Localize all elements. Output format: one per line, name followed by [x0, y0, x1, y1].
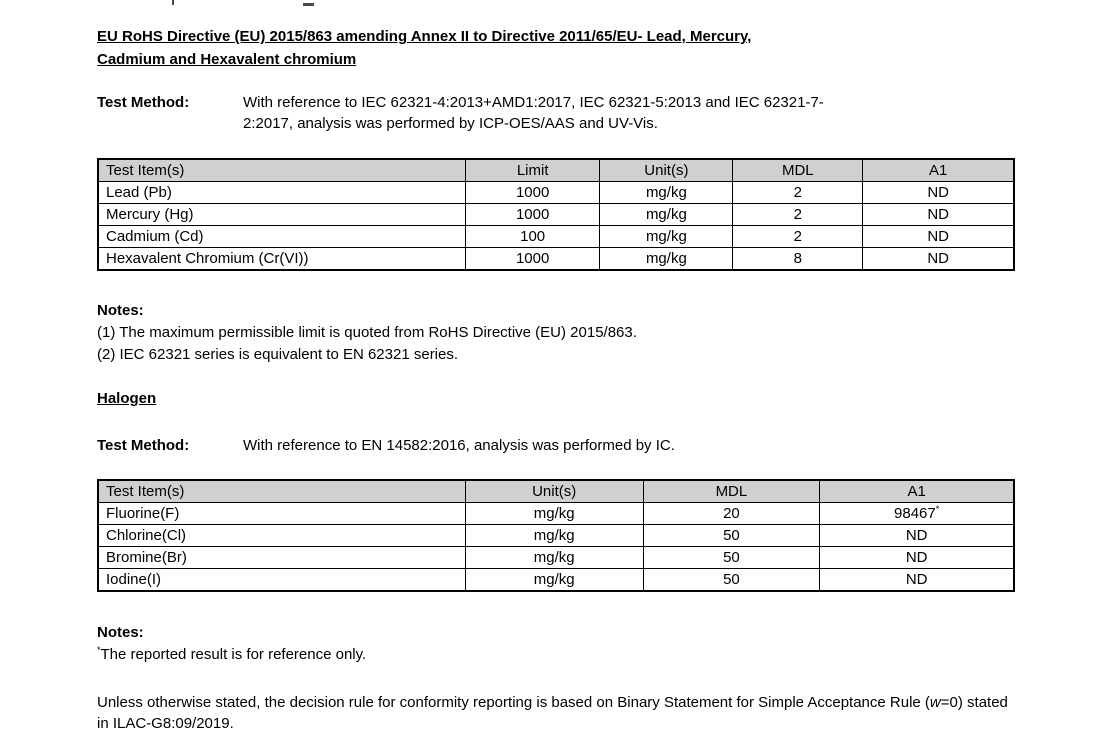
cropped-text-fragment [172, 0, 174, 5]
text-line: With reference to EN 14582:2016, analysis was performed by IC. [243, 437, 675, 454]
text-line: EU RoHS Directive (EU) 2015/863 amending Annex II to Directive 2011/65/EU- Lead, Mercury, [97, 28, 752, 45]
table-cell: mg/kg [465, 503, 643, 525]
table-cell: ND [820, 525, 1014, 547]
table-row [98, 569, 1014, 592]
document-content [97, 25, 1015, 734]
table-row [98, 503, 1014, 525]
column-header: MDL [643, 480, 820, 503]
test-method-label: Test Method: [97, 437, 190, 454]
column-header: A1 [863, 159, 1014, 182]
halogen-section-heading: Halogen [97, 390, 157, 407]
table-header-row [98, 159, 1014, 182]
column-header: MDL [733, 159, 863, 182]
table-cell: mg/kg [465, 569, 643, 592]
table-row [98, 248, 1014, 271]
table-row [98, 182, 1014, 204]
notes-lines [97, 644, 1015, 666]
table-cell: 100 [465, 226, 600, 248]
column-header: Test Item(s) [98, 159, 465, 182]
table-cell: ND [820, 569, 1014, 592]
table-cell: 2 [733, 182, 863, 204]
notes-label: Notes: [97, 302, 144, 319]
table-cell: ND [863, 182, 1014, 204]
table-cell: Hexavalent Chromium (Cr(VI)) [98, 248, 465, 271]
table-row [98, 226, 1014, 248]
column-header: Unit(s) [600, 159, 733, 182]
text-line: (2) IEC 62321 series is equivalent to EN 62321 series. [97, 346, 459, 363]
table-cell: mg/kg [600, 182, 733, 204]
rohs-test-method [97, 92, 1015, 134]
table-cell: Bromine(Br) [98, 547, 465, 569]
test-method-text [243, 435, 1015, 456]
table-cell: mg/kg [600, 204, 733, 226]
text-line: (1) The maximum permissible limit is quoted from RoHS Directive (EU) 2015/863. [97, 324, 637, 341]
table-cell: 8 [733, 248, 863, 271]
decision-rule-w-symbol: w [929, 694, 941, 711]
table-cell: ND [863, 204, 1014, 226]
table-header-row [98, 480, 1014, 503]
text-line: 2:2017, analysis was performed by ICP-OES/AAS and UV-Vis. [243, 115, 658, 132]
table-cell: 50 [643, 547, 820, 569]
table-cell: Cadmium (Cd) [98, 226, 465, 248]
table-cell: Mercury (Hg) [98, 204, 465, 226]
column-header: A1 [820, 480, 1014, 503]
text-line: Cadmium and Hexavalent chromium [97, 51, 357, 68]
footnote-asterisk: * [97, 645, 101, 655]
table-cell: 1000 [465, 182, 600, 204]
column-header: Limit [465, 159, 600, 182]
decision-rule-text: Unless otherwise stated, the decision rule for conformity reporting is based on Binary Statement for Simple Acceptance Rule ( [97, 694, 930, 711]
rohs-section-heading [97, 25, 1015, 71]
table-cell: ND [863, 226, 1014, 248]
footnote-asterisk: * [935, 503, 940, 514]
halogen-results-table [97, 479, 1015, 592]
table-cell: mg/kg [600, 226, 733, 248]
table-cell: 1000 [465, 248, 600, 271]
table-cell: Fluorine(F) [98, 503, 465, 525]
rohs-notes [97, 300, 1015, 366]
table-cell: mg/kg [465, 547, 643, 569]
text-line: With reference to IEC 62321-4:2013+AMD1:2017, IEC 62321-5:2013 and IEC 62321-7- [243, 94, 824, 111]
table-cell: ND [820, 547, 1014, 569]
table-cell: Chlorine(Cl) [98, 525, 465, 547]
table-cell: Iodine(I) [98, 569, 465, 592]
table-row [98, 204, 1014, 226]
table-cell: 98467* [820, 503, 1014, 525]
table-cell: ND [863, 248, 1014, 271]
table-cell: mg/kg [465, 525, 643, 547]
table-cell: 20 [643, 503, 820, 525]
test-method-text [243, 92, 1015, 134]
table-cell: Lead (Pb) [98, 182, 465, 204]
text-line: *The reported result is for reference only. [97, 645, 367, 663]
column-header: Test Item(s) [98, 480, 465, 503]
column-header: Unit(s) [465, 480, 643, 503]
decision-rule-text: =0) stated in ILAC-G8:09/2019. [97, 694, 1008, 732]
table-cell: 50 [643, 525, 820, 547]
table-cell: 2 [733, 226, 863, 248]
table-cell: mg/kg [600, 248, 733, 271]
table-cell: 2 [733, 204, 863, 226]
table-row [98, 547, 1014, 569]
notes-lines [97, 322, 1015, 366]
cropped-text-fragment [303, 3, 314, 6]
halogen-test-method [97, 435, 1015, 456]
rohs-results-table [97, 158, 1015, 271]
table-cell: 50 [643, 569, 820, 592]
halogen-notes [97, 622, 1015, 666]
test-method-label: Test Method: [97, 94, 190, 111]
notes-label: Notes: [97, 624, 144, 641]
table-row [98, 525, 1014, 547]
decision-rule-paragraph [97, 692, 1015, 734]
table-cell: 1000 [465, 204, 600, 226]
